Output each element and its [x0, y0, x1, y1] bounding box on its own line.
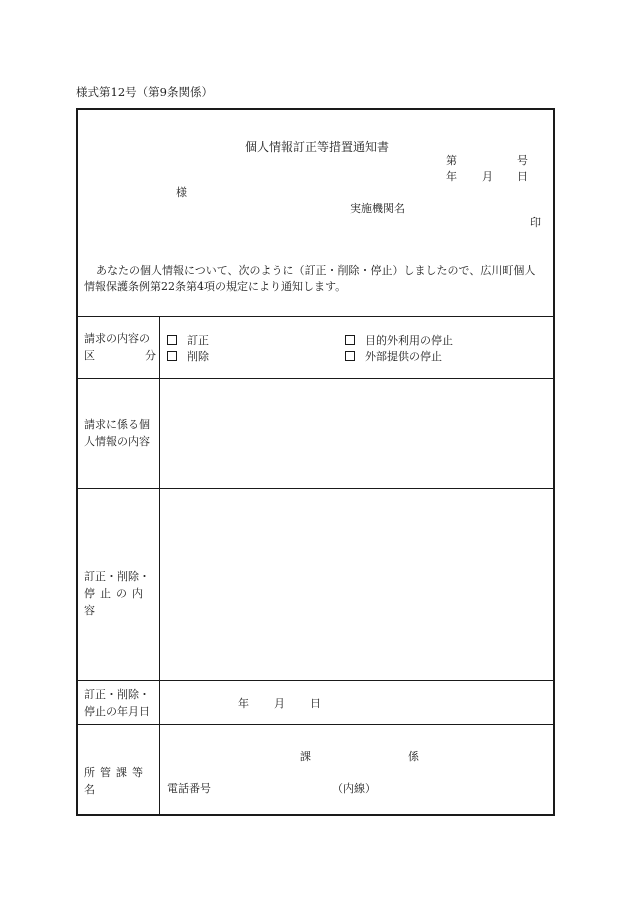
checkbox-stop-unauthorized-use[interactable]	[345, 332, 453, 348]
checkbox-deletion-label: 削除	[187, 350, 209, 363]
row-divider	[78, 316, 553, 317]
date-year-label: 年	[446, 170, 457, 183]
seal-mark: 印	[530, 216, 541, 229]
checkbox-square[interactable]	[167, 335, 177, 345]
request-type-label-line1: 請求の内容の	[84, 332, 150, 345]
form-title: 個人情報訂正等措置通知書	[245, 140, 390, 154]
requested-info-label-line2: 人情報の内容	[84, 435, 150, 448]
number-suffix: 号	[517, 154, 528, 167]
action-content-label	[84, 568, 156, 619]
subsection-label: 係	[408, 750, 419, 763]
phone-label: 電話番号	[167, 782, 211, 795]
extension-label: （内線）	[332, 782, 376, 795]
section-label: 課	[300, 750, 311, 763]
form-number: 様式第12号（第9条関係）	[76, 85, 213, 99]
row-divider	[78, 724, 553, 725]
action-date-day: 日	[310, 697, 321, 710]
agency-name-label: 実施機関名	[350, 202, 405, 215]
action-date-month: 月	[274, 697, 285, 710]
action-date-label-line1: 訂正・削除・	[84, 688, 150, 701]
date-day-label: 日	[517, 170, 528, 183]
number-prefix: 第	[446, 154, 457, 167]
action-content-label-line1: 訂正・削除・	[84, 570, 150, 583]
request-type-label-char-a: 区	[84, 349, 95, 362]
action-content-label-line2	[84, 585, 150, 619]
action-date-label-line2: 停止の年月日	[84, 705, 150, 718]
requested-info-field[interactable]	[162, 380, 552, 486]
action-date-label	[84, 686, 156, 720]
notice-body-line1: あなたの個人情報について、次のように（訂正・削除・停止）しましたので、広川町個人	[96, 264, 536, 277]
action-content-label-line2-text: 停止の内容	[84, 587, 148, 617]
checkbox-correction-label: 訂正	[187, 334, 209, 347]
checkbox-deletion[interactable]	[167, 348, 209, 364]
checkbox-square[interactable]	[345, 351, 355, 361]
requested-info-label	[84, 416, 156, 450]
row-divider	[78, 488, 553, 489]
notice-form	[76, 108, 555, 816]
checkbox-correction[interactable]	[167, 332, 209, 348]
checkbox-stop-unauthorized-use-label: 目的外利用の停止	[365, 334, 453, 347]
action-date-year: 年	[238, 697, 249, 710]
row-divider	[78, 378, 553, 379]
action-content-field[interactable]	[162, 490, 552, 678]
addressee-suffix: 様	[176, 186, 187, 199]
row-divider	[78, 680, 553, 681]
department-label: 所管課等名	[84, 766, 148, 796]
request-type-label-char-b: 分	[145, 349, 156, 362]
request-type-label	[84, 330, 156, 364]
request-type-label-line2	[84, 347, 156, 364]
checkbox-square[interactable]	[345, 335, 355, 345]
column-divider	[159, 316, 160, 814]
checkbox-stop-external-provision[interactable]	[345, 348, 442, 364]
requested-info-label-line1: 請求に係る個	[84, 418, 150, 431]
notice-body-line2: 情報保護条例第22条第4項の規定により通知します。	[84, 280, 347, 293]
checkbox-square[interactable]	[167, 351, 177, 361]
checkbox-stop-external-provision-label: 外部提供の停止	[365, 350, 442, 363]
date-month-label: 月	[482, 170, 493, 183]
